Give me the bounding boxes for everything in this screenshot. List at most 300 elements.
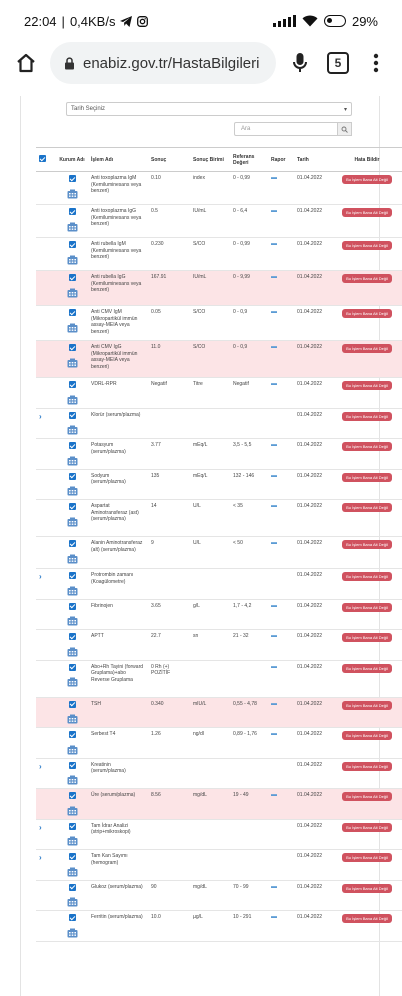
sonuc-cell: 135 [148, 469, 190, 500]
hata-cell [332, 850, 402, 881]
hata-cell [332, 537, 402, 569]
expand-cell[interactable] [36, 569, 56, 600]
table-row [36, 469, 402, 500]
sonuc-cell [148, 819, 190, 850]
report-folder-icon[interactable]: ▬ [271, 442, 277, 448]
referans-cell [230, 850, 268, 881]
birim-cell: sn [190, 630, 230, 661]
row-checkbox[interactable] [69, 633, 76, 640]
table-row [36, 789, 402, 820]
hata-cell [332, 378, 402, 409]
kurum-cell [56, 880, 88, 911]
birim-cell: index [190, 172, 230, 205]
rapor-cell [268, 880, 294, 911]
referans-cell: Negatif [230, 378, 268, 409]
table-row [36, 500, 402, 537]
rapor-cell [268, 789, 294, 820]
report-error-button[interactable]: Bu İşlem Bana Ait Değil [342, 701, 392, 710]
hospital-icon [67, 714, 78, 724]
report-folder-icon[interactable]: ▬ [271, 381, 277, 387]
report-error-button[interactable]: Bu İşlem Bana Ait Değil [342, 633, 392, 642]
report-folder-icon[interactable]: ▬ [271, 731, 277, 737]
referans-cell: 0 - 0,9 [230, 341, 268, 378]
sonuc-cell: 8.56 [148, 789, 190, 820]
islem-cell: Abo+Rh Tayini (forward Gruplama)+abo Reverse Gruplama [88, 660, 148, 697]
header-hata: Hata Bildir [332, 148, 402, 172]
expand-cell[interactable] [36, 758, 56, 789]
tarih-cell: 01.04.2022 [294, 205, 332, 238]
sonuc-cell: 1.26 [148, 728, 190, 759]
report-error-button[interactable]: Bu İşlem Bana Ait Değil [342, 540, 392, 549]
rapor-cell [268, 537, 294, 569]
report-folder-icon[interactable]: ▬ [271, 309, 277, 315]
rapor-cell [268, 599, 294, 630]
microphone-icon [292, 52, 308, 74]
rapor-cell [268, 439, 294, 470]
rapor-cell [268, 911, 294, 942]
report-error-button[interactable]: Bu İşlem Bana Ait Değil [342, 412, 392, 421]
islem-cell: Glukoz (serum/plazma) [88, 880, 148, 911]
report-folder-icon[interactable]: ▬ [271, 700, 277, 707]
row-checkbox[interactable] [69, 914, 76, 921]
battery-level: 29% [351, 13, 378, 29]
sonuc-cell [148, 758, 190, 789]
table-row [36, 599, 402, 630]
kurum-cell [56, 469, 88, 500]
tarih-cell: 01.04.2022 [294, 469, 332, 500]
table-row [36, 238, 402, 271]
sonuc-cell [148, 850, 190, 881]
report-error-button[interactable]: Bu İşlem Bana Ait Değil [342, 208, 392, 217]
table-row [36, 569, 402, 600]
tarih-cell: 01.04.2022 [294, 850, 332, 881]
hata-cell [332, 569, 402, 600]
instagram-icon [137, 16, 148, 27]
sonuc-cell: 0.230 [148, 238, 190, 271]
sonuc-cell: 0.340 [148, 697, 190, 728]
table-row [36, 728, 402, 759]
browser-toolbar [0, 42, 400, 84]
report-error-button[interactable]: Bu İşlem Bana Ait Değil [342, 309, 392, 318]
referans-cell: 132 - 146 [230, 469, 268, 500]
islem-cell: Serbest T4 [88, 728, 148, 759]
hospital-icon [67, 554, 78, 564]
tarih-cell: 01.04.2022 [294, 341, 332, 378]
table-header-row [36, 148, 402, 172]
hospital-icon [67, 616, 78, 626]
sonuc-cell: 0.10 [148, 172, 190, 205]
expand-cell [36, 697, 56, 728]
rapor-cell [268, 819, 294, 850]
expand-cell [36, 378, 56, 409]
rapor-cell [268, 569, 294, 600]
expand-cell [36, 341, 56, 378]
tarih-cell: 01.04.2022 [294, 569, 332, 600]
islem-cell: Anti rubella IgG (Kemiluminesans veya benzeri) [88, 271, 148, 306]
table-row [36, 537, 402, 569]
tarih-cell: 01.04.2022 [294, 758, 332, 789]
table-row [36, 630, 402, 661]
report-error-button[interactable]: Bu İşlem Bana Ait Değil [342, 853, 392, 862]
hospital-icon [67, 586, 78, 596]
tarih-cell: 01.04.2022 [294, 271, 332, 306]
referans-cell [230, 758, 268, 789]
sonuc-cell: 22.7 [148, 630, 190, 661]
hata-cell [332, 271, 402, 306]
birim-cell: mEq/L [190, 469, 230, 500]
chevron-right-icon[interactable]: › [39, 572, 42, 581]
sonuc-cell: 9 [148, 537, 190, 569]
report-folder-icon[interactable]: ▬ [271, 792, 277, 798]
islem-cell: APTT [88, 630, 148, 661]
report-folder-icon[interactable]: ▬ [271, 274, 277, 280]
row-checkbox[interactable] [69, 823, 76, 830]
report-error-button[interactable]: Bu İşlem Bana Ait Değil [342, 603, 392, 612]
referans-cell: 3,5 - 5,5 [230, 439, 268, 470]
birim-cell: S/CO [190, 341, 230, 378]
telegram-icon [120, 16, 132, 27]
row-checkbox[interactable] [69, 731, 76, 738]
report-folder-icon[interactable]: ▬ [271, 208, 277, 214]
hospital-icon [67, 486, 78, 496]
hata-cell [332, 880, 402, 911]
referans-cell: 70 - 99 [230, 880, 268, 911]
table-row [36, 850, 402, 881]
hata-cell [332, 205, 402, 238]
kurum-cell [56, 500, 88, 537]
separator: | [61, 13, 65, 29]
islem-cell: Üre (serum/plazma) [88, 789, 148, 820]
kurum-cell [56, 306, 88, 341]
row-checkbox[interactable] [69, 241, 76, 248]
islem-cell: Anti toxoplazma IgG (Kemiluminesans veya benzeri) [88, 205, 148, 238]
kurum-cell [56, 697, 88, 728]
sonuc-cell: 11.0 [148, 341, 190, 378]
row-checkbox[interactable] [69, 442, 76, 449]
referans-cell: 0,55 - 4,78 [230, 697, 268, 728]
table-row [36, 697, 402, 728]
table-row [36, 819, 402, 850]
referans-cell [230, 569, 268, 600]
referans-cell [230, 819, 268, 850]
sonuc-cell [148, 569, 190, 600]
row-checkbox[interactable] [69, 664, 76, 671]
islem-cell: Tam İdrar Analizi (strip+mikroskopi) [88, 819, 148, 850]
table-row [36, 911, 402, 942]
sonuc-cell: 3.65 [148, 599, 190, 630]
birim-cell: mIU/L [190, 697, 230, 728]
rapor-cell [268, 758, 294, 789]
rapor-cell [268, 408, 294, 439]
report-error-button[interactable]: Bu İşlem Bana Ait Değil [342, 823, 392, 832]
kurum-cell [56, 238, 88, 271]
rapor-cell [268, 469, 294, 500]
report-folder-icon[interactable]: ▬ [271, 602, 277, 609]
report-error-button[interactable]: Bu İşlem Bana Ait Değil [342, 241, 392, 250]
expand-cell[interactable] [36, 850, 56, 881]
report-error-button[interactable]: Bu İşlem Bana Ait Değil [342, 344, 392, 353]
birim-cell: IU/mL [190, 271, 230, 306]
row-checkbox[interactable] [69, 701, 76, 708]
sonuc-cell: 10.0 [148, 911, 190, 942]
rapor-cell [268, 378, 294, 409]
chevron-right-icon[interactable]: › [39, 761, 42, 771]
date-select-value: Tarih Seçiniz [71, 106, 106, 112]
hata-cell [332, 758, 402, 789]
kurum-cell [56, 819, 88, 850]
rapor-cell [268, 271, 294, 306]
home-icon [15, 52, 37, 74]
hospital-icon [67, 677, 78, 687]
voice-search-button[interactable] [286, 49, 314, 77]
referans-cell: < 50 [230, 537, 268, 569]
report-error-button[interactable]: Bu İşlem Bana Ait Değil [342, 503, 392, 512]
expand-cell [36, 306, 56, 341]
hospital-icon [67, 323, 78, 333]
row-checkbox[interactable] [69, 603, 76, 610]
header-birim: Sonuç Birimi [190, 148, 230, 172]
row-checkbox[interactable] [69, 412, 76, 419]
report-folder-icon[interactable]: ▬ [271, 503, 277, 509]
row-checkbox[interactable] [69, 175, 76, 182]
chevron-down-icon: ▾ [343, 106, 347, 113]
expand-cell [36, 599, 56, 630]
hata-cell [332, 697, 402, 728]
table-row [36, 172, 402, 205]
tarih-cell: 01.04.2022 [294, 537, 332, 569]
hata-cell [332, 819, 402, 850]
birim-cell: mEq/L [190, 439, 230, 470]
kurum-cell [56, 205, 88, 238]
hospital-icon [67, 836, 78, 846]
status-bar [0, 0, 400, 42]
table-row [36, 341, 402, 378]
sonuc-cell: 3.77 [148, 439, 190, 470]
islem-cell: Anti CMV IgM (Mikropartikül immün assay-MEIA veya benzeri) [88, 306, 148, 341]
expand-cell [36, 911, 56, 942]
kurum-cell [56, 660, 88, 697]
header-referans: Referans Değeri [230, 148, 268, 172]
birim-cell: U/L [190, 537, 230, 569]
header-rapor: Rapor [268, 148, 294, 172]
sonuc-cell: 0 Rh (+) POZİTİF [148, 660, 190, 697]
birim-cell [190, 819, 230, 850]
search-input[interactable] [234, 122, 338, 136]
tarih-cell: 01.04.2022 [294, 238, 332, 271]
report-error-button[interactable]: Bu İşlem Bana Ait Değil [342, 792, 392, 801]
search-icon [341, 126, 348, 133]
overflow-menu-button[interactable] [362, 49, 390, 77]
report-error-button[interactable]: Bu İşlem Bana Ait Değil [342, 664, 392, 673]
tarih-cell: 01.04.2022 [294, 789, 332, 820]
tarih-cell: 01.04.2022 [294, 500, 332, 537]
sonuc-cell [148, 408, 190, 439]
tab-count: 5 [327, 52, 349, 74]
kurum-cell [56, 172, 88, 205]
table-row [36, 439, 402, 470]
expand-cell [36, 728, 56, 759]
hata-cell [332, 341, 402, 378]
birim-cell: IU/mL [190, 205, 230, 238]
report-error-button[interactable]: Bu İşlem Bana Ait Değil [342, 175, 392, 184]
hospital-icon [67, 928, 78, 938]
expand-cell [36, 439, 56, 470]
tab-switcher-button[interactable] [324, 49, 352, 77]
expand-cell[interactable] [36, 819, 56, 850]
page-content [0, 92, 400, 921]
header-expand [36, 148, 56, 172]
kurum-cell [56, 569, 88, 600]
referans-cell: 1,7 - 4,2 [230, 599, 268, 630]
kurum-cell [56, 789, 88, 820]
row-checkbox[interactable] [69, 762, 76, 769]
report-error-button[interactable]: Bu İşlem Bana Ait Değil [342, 442, 392, 451]
birim-cell: S/CO [190, 238, 230, 271]
report-folder-icon[interactable]: ▬ [271, 914, 277, 920]
report-error-button[interactable]: Bu İşlem Bana Ait Değil [342, 731, 392, 740]
report-folder-icon[interactable]: ▬ [271, 883, 277, 890]
hata-cell [332, 408, 402, 439]
search-button[interactable] [338, 122, 352, 136]
sonuc-cell: 14 [148, 500, 190, 537]
kurum-cell [56, 599, 88, 630]
row-checkbox[interactable] [69, 853, 76, 860]
table-body [36, 172, 402, 942]
report-folder-icon[interactable]: ▬ [271, 344, 277, 350]
date-select[interactable] [66, 102, 352, 116]
signal-icon [273, 15, 296, 27]
lab-results-table [36, 147, 402, 942]
row-checkbox[interactable] [69, 792, 76, 799]
row-checkbox[interactable] [69, 540, 76, 547]
hospital-icon [67, 517, 78, 527]
row-checkbox[interactable] [69, 309, 76, 316]
birim-cell [190, 569, 230, 600]
report-error-button[interactable]: Bu İşlem Bana Ait Değil [342, 884, 392, 893]
kurum-cell [56, 728, 88, 759]
report-error-button[interactable]: Bu İşlem Bana Ait Değil [342, 914, 392, 923]
kurum-cell [56, 537, 88, 569]
table-row [36, 758, 402, 789]
expand-cell [36, 660, 56, 697]
chevron-right-icon[interactable]: › [39, 853, 42, 862]
expand-cell[interactable] [36, 408, 56, 439]
row-checkbox[interactable] [69, 208, 76, 215]
expand-cell [36, 537, 56, 569]
tarih-cell: 01.04.2022 [294, 630, 332, 661]
sonuc-cell: Negatif [148, 378, 190, 409]
hospital-icon [67, 288, 78, 298]
hata-cell [332, 599, 402, 630]
report-folder-icon[interactable]: ▬ [271, 663, 277, 670]
report-folder-icon[interactable]: ▬ [271, 175, 277, 181]
islem-cell: Ferritin (serum/plazma) [88, 911, 148, 942]
report-folder-icon[interactable]: ▬ [271, 633, 277, 639]
report-error-button[interactable]: Bu İşlem Bana Ait Değil [342, 762, 392, 771]
wifi-icon [302, 15, 318, 27]
hospital-icon [67, 255, 78, 265]
kurum-cell [56, 850, 88, 881]
referans-cell: 10 - 291 [230, 911, 268, 942]
header-tarih: Tarih [294, 148, 332, 172]
hata-cell [332, 439, 402, 470]
row-checkbox[interactable] [69, 381, 76, 388]
report-error-button[interactable]: Bu İşlem Bana Ait Değil [342, 572, 392, 581]
report-folder-icon[interactable]: ▬ [271, 540, 277, 546]
referans-cell [230, 408, 268, 439]
hospital-icon [67, 425, 78, 435]
referans-cell: < 35 [230, 500, 268, 537]
hospital-icon [67, 189, 78, 199]
tarih-cell: 01.04.2022 [294, 911, 332, 942]
islem-cell: VDRL-RPR [88, 378, 148, 409]
islem-cell: Alanin Aminotransferaz (alt) (serum/plazma) [88, 537, 148, 569]
kurum-cell [56, 911, 88, 942]
kurum-cell [56, 271, 88, 306]
row-checkbox[interactable] [69, 503, 76, 510]
row-checkbox[interactable] [69, 344, 76, 351]
hata-cell [332, 306, 402, 341]
rapor-cell [268, 205, 294, 238]
rapor-cell [268, 341, 294, 378]
hata-cell [332, 172, 402, 205]
expand-cell [36, 880, 56, 911]
birim-cell: S/CO [190, 306, 230, 341]
islem-cell: Kreatinin (serum/plazma) [88, 758, 148, 789]
hata-cell [332, 660, 402, 697]
hospital-icon [67, 867, 78, 877]
row-checkbox[interactable] [69, 274, 76, 281]
report-error-button[interactable]: Bu İşlem Bana Ait Değil [342, 274, 392, 283]
referans-cell: 0,89 - 1,76 [230, 728, 268, 759]
report-folder-icon[interactable]: ▬ [271, 241, 277, 247]
report-error-button[interactable]: Bu İşlem Bana Ait Değil [342, 473, 392, 482]
referans-cell: 0 - 0,9 [230, 306, 268, 341]
row-checkbox[interactable] [69, 473, 76, 480]
report-folder-icon[interactable]: ▬ [271, 472, 277, 479]
row-checkbox[interactable] [69, 884, 76, 891]
clock: 22:04 [24, 13, 57, 29]
report-error-button[interactable]: Bu İşlem Bana Ait Değil [342, 381, 392, 390]
chevron-right-icon[interactable]: › [39, 411, 42, 421]
table-row [36, 408, 402, 439]
sonuc-cell: 0.05 [148, 306, 190, 341]
select-all-checkbox[interactable] [39, 155, 46, 162]
hata-cell [332, 728, 402, 759]
network-speed: 0,4KB/s [69, 13, 116, 29]
hospital-icon [67, 395, 78, 405]
kurum-cell [56, 630, 88, 661]
chevron-right-icon[interactable]: › [39, 822, 42, 832]
kurum-cell [56, 439, 88, 470]
expand-cell [36, 172, 56, 205]
referans-cell: 0 - 0,99 [230, 238, 268, 271]
table-row [36, 306, 402, 341]
birim-cell: µg/L [190, 911, 230, 942]
table-row [36, 660, 402, 697]
hospital-icon [67, 897, 78, 907]
hata-cell [332, 630, 402, 661]
hata-cell [332, 238, 402, 271]
home-button[interactable] [12, 49, 40, 77]
address-bar[interactable] [50, 42, 276, 84]
birim-cell [190, 758, 230, 789]
table-row [36, 378, 402, 409]
rapor-cell [268, 306, 294, 341]
table-row [36, 205, 402, 238]
tarih-cell: 01.04.2022 [294, 306, 332, 341]
row-checkbox[interactable] [69, 572, 76, 579]
